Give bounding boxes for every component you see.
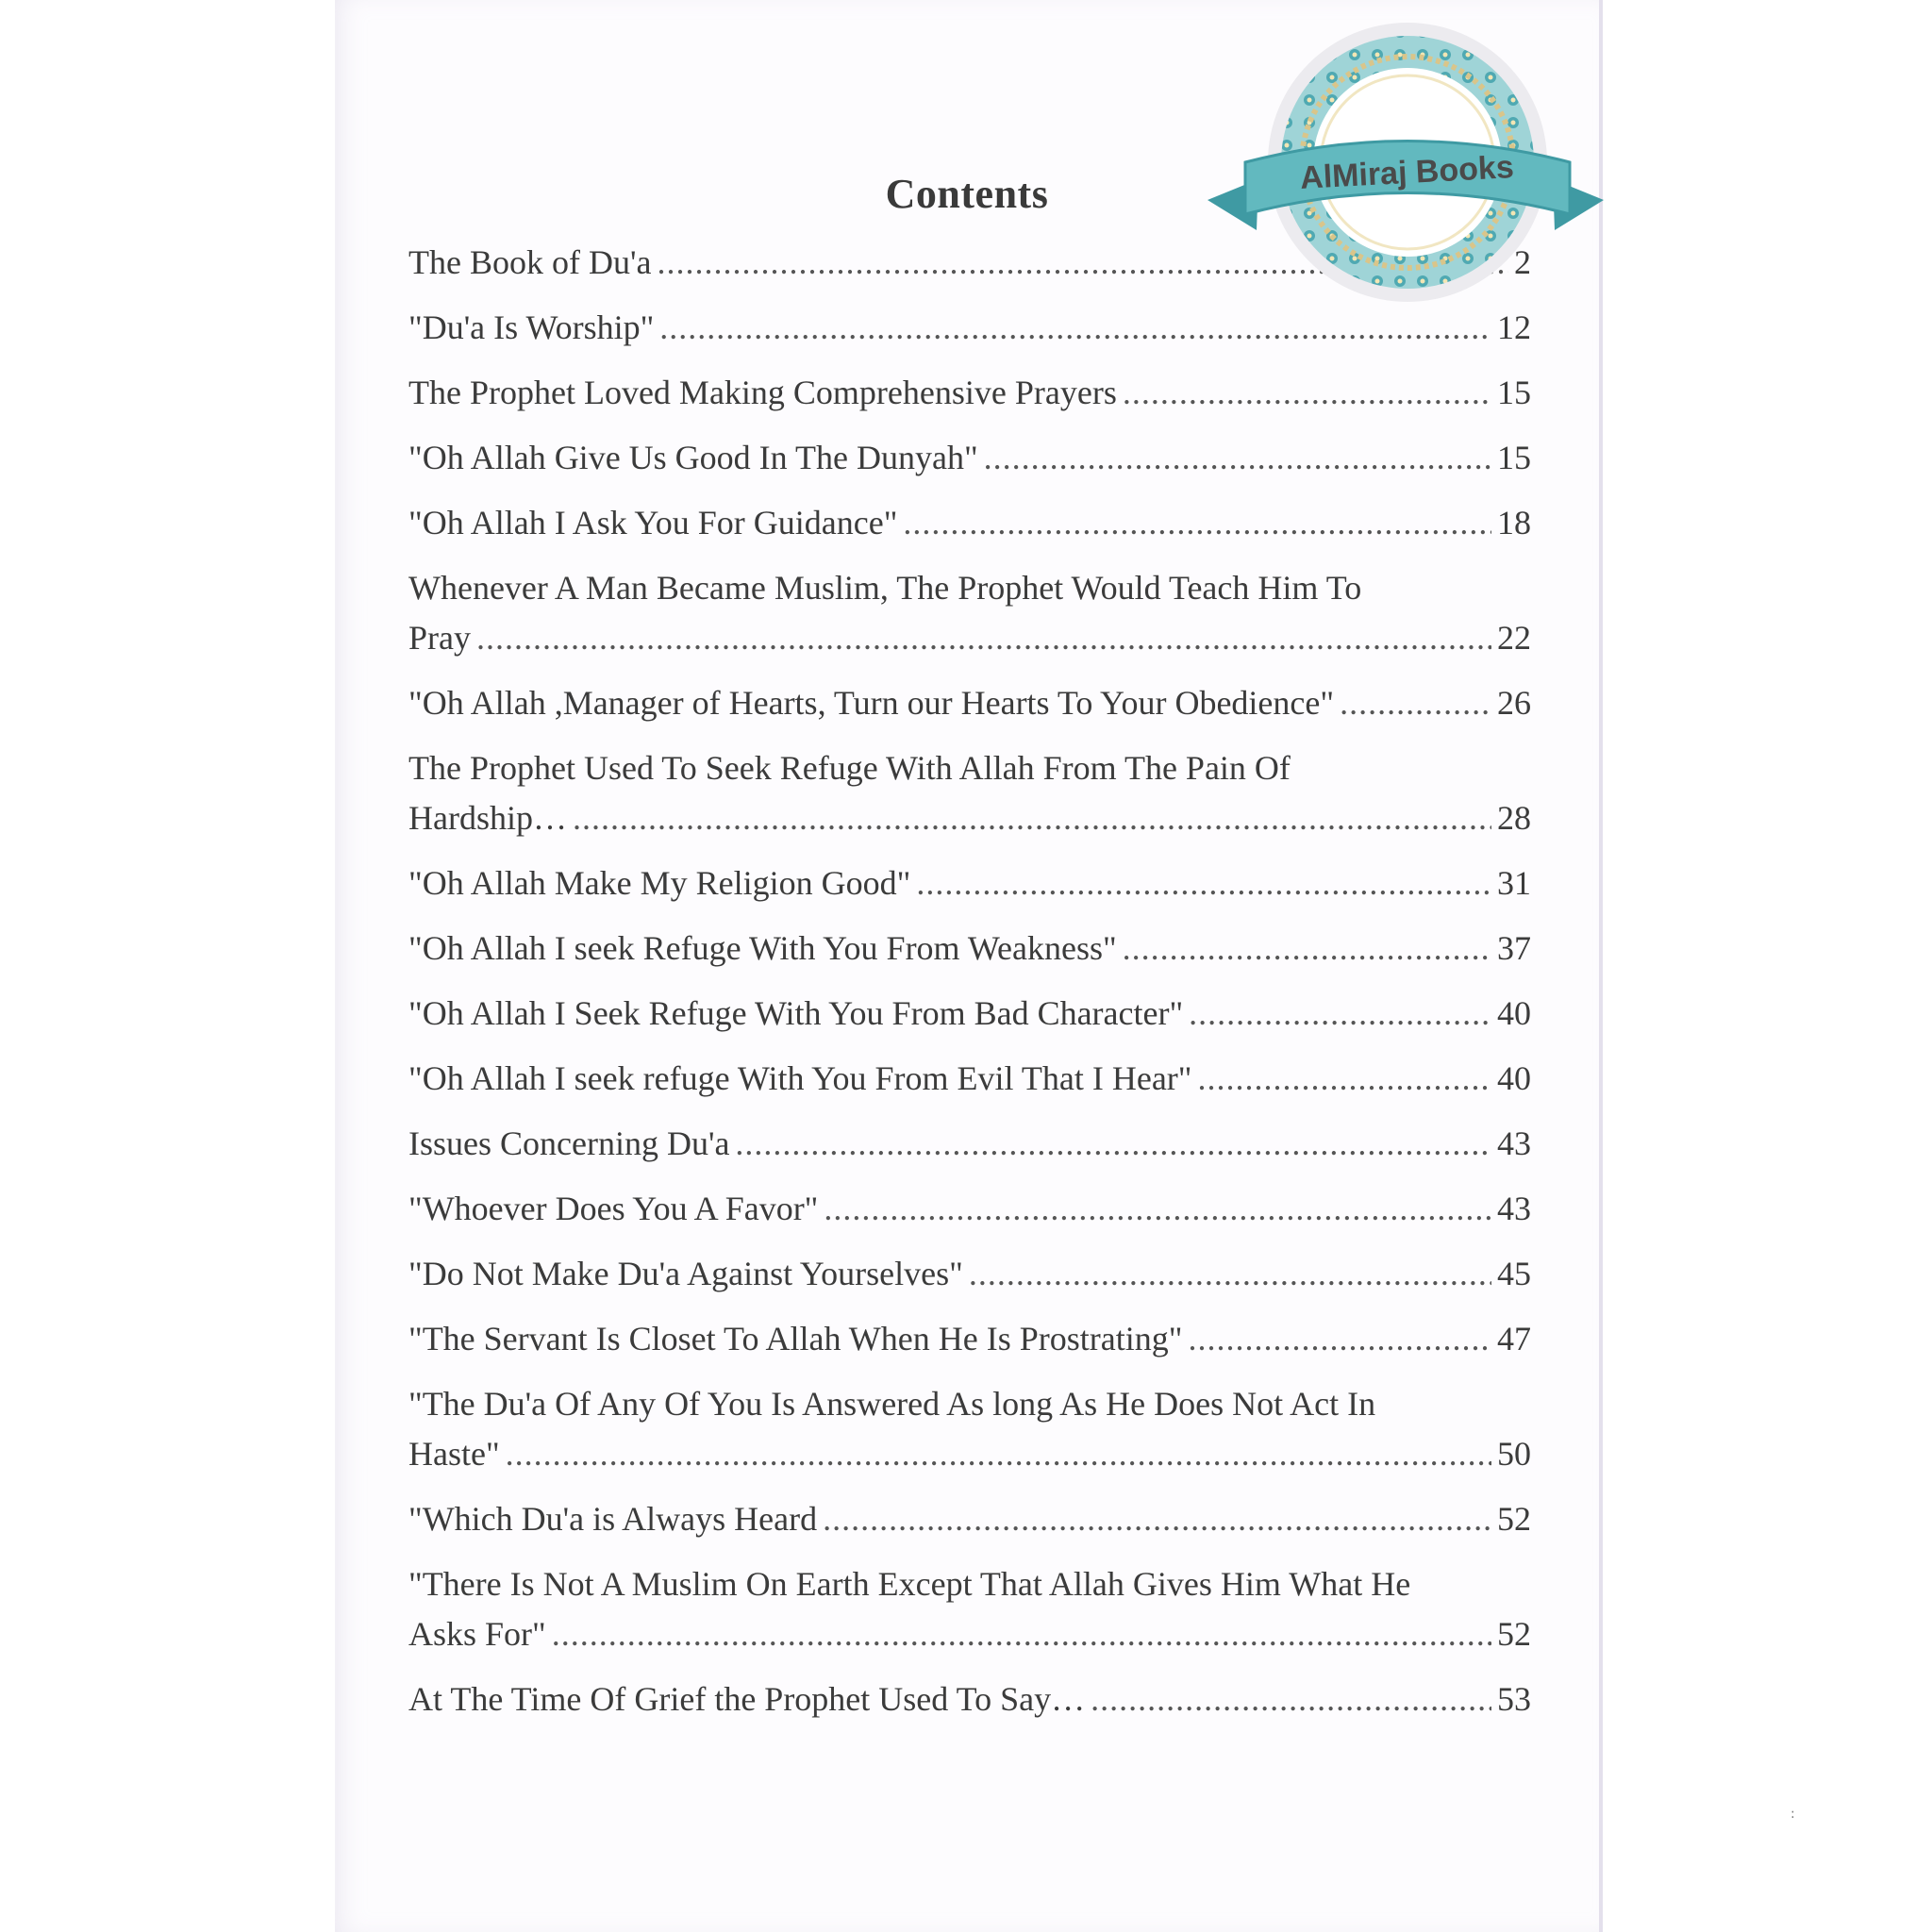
almiraj-books-logo (1208, 21, 1604, 304)
toc-entry (408, 924, 1531, 974)
toc-entry-page-number: 28 (1497, 799, 1531, 837)
dot-leaders (1197, 1054, 1491, 1104)
toc-entry-line (408, 303, 1531, 353)
dot-leaders (984, 433, 1491, 483)
toc-entry-page-number: 40 (1497, 1059, 1531, 1097)
dot-leaders (823, 1494, 1491, 1544)
toc-entry (408, 1249, 1531, 1299)
toc-entry-title: "The Servant Is Closet To Allah When He Is Prostrating" (408, 1320, 1183, 1357)
toc-entry-title: The Book of Du'a (408, 243, 652, 281)
dot-leaders (506, 1429, 1491, 1479)
toc-entry-line (408, 613, 1531, 663)
toc-entry (408, 563, 1531, 663)
toc-entry-title: Hardship… (408, 799, 567, 837)
toc-entry-title-line: "There Is Not A Muslim On Earth Except That Allah Gives Him What He (408, 1565, 1411, 1603)
toc-entry (408, 1494, 1531, 1544)
toc-entry-line (408, 433, 1531, 483)
toc-entry-line (408, 1184, 1531, 1234)
toc-entry-title: "Oh Allah ,Manager of Hearts, Turn our Hearts To Your Obedience" (408, 684, 1335, 722)
toc-entry-title: "Oh Allah I Seek Refuge With You From Bad Character" (408, 994, 1184, 1032)
toc-entry (408, 743, 1531, 843)
toc-entry-page-number: 52 (1497, 1615, 1531, 1653)
toc-entry (408, 303, 1531, 353)
toc-entry-title: "Oh Allah I seek Refuge With You From Weakness" (408, 929, 1117, 967)
toc-entry (408, 989, 1531, 1039)
toc-entry (408, 498, 1531, 548)
toc-entry-line (408, 793, 1531, 843)
toc-entry-page-number: 22 (1497, 619, 1531, 657)
toc-entry-title: "Do Not Make Du'a Against Yourselves" (408, 1255, 963, 1292)
toc-entry-line (408, 678, 1531, 728)
toc-entry (408, 368, 1531, 418)
toc-entry-title: "Which Du'a is Always Heard (408, 1500, 818, 1538)
dot-leaders (1188, 1314, 1491, 1364)
toc-entry (408, 678, 1531, 728)
toc-entry-line (408, 1429, 1531, 1479)
toc-entry-line (408, 858, 1531, 908)
dot-leaders (735, 1119, 1491, 1169)
toc-entry-page-number: 31 (1497, 864, 1531, 902)
toc-entry-line (408, 1609, 1531, 1659)
footer-mark: : (1790, 1807, 1795, 1822)
toc-entry-page-number: 47 (1497, 1320, 1531, 1357)
toc-entry (408, 1054, 1531, 1104)
toc-entry-page-number: 40 (1497, 994, 1531, 1032)
toc-entry-line (408, 1674, 1531, 1724)
toc-entry-page-number: 43 (1497, 1124, 1531, 1162)
toc-entry (408, 1379, 1531, 1479)
dot-leaders (824, 1184, 1491, 1234)
dot-leaders (1189, 989, 1491, 1039)
dot-leaders (476, 613, 1491, 663)
logo-text: AlMiraj Books (1299, 149, 1515, 196)
toc-entry (408, 1314, 1531, 1364)
toc-entry-line (408, 498, 1531, 548)
toc-entry-title: Pray (408, 619, 471, 657)
dot-leaders (969, 1249, 1491, 1299)
table-of-contents (408, 238, 1531, 1740)
toc-entry-title-line: The Prophet Used To Seek Refuge With Allah From The Pain Of (408, 749, 1291, 787)
toc-entry-page-number: 2 (1514, 243, 1531, 281)
toc-entry-line (408, 1054, 1531, 1104)
toc-entry-title-line: Whenever A Man Became Muslim, The Prophet Would Teach Him To (408, 569, 1362, 607)
toc-entry (408, 1559, 1531, 1659)
toc-entry-title-line: "The Du'a Of Any Of You Is Answered As long As He Does Not Act In (408, 1385, 1376, 1423)
toc-entry-page-number: 12 (1497, 308, 1531, 346)
toc-entry-title: Issues Concerning Du'a (408, 1124, 730, 1162)
toc-entry-title: "Oh Allah Give Us Good In The Dunyah" (408, 439, 978, 476)
toc-entry (408, 433, 1531, 483)
toc-entry-title: "Du'a Is Worship" (408, 308, 655, 346)
toc-entry-page-number: 18 (1497, 504, 1531, 541)
contents-heading: Contents (885, 171, 1049, 217)
toc-entry-page-number: 50 (1497, 1435, 1531, 1473)
dot-leaders (1123, 368, 1491, 418)
toc-entry-title: "Oh Allah Make My Religion Good" (408, 864, 911, 902)
toc-entry-title: "Whoever Does You A Favor" (408, 1190, 819, 1227)
toc-entry-title: "Oh Allah I seek refuge With You From Evil That I Hear" (408, 1059, 1192, 1097)
toc-entry-page-number: 26 (1497, 684, 1531, 722)
dot-leaders (903, 498, 1491, 548)
toc-entry-line (408, 924, 1531, 974)
toc-entry-line (408, 1249, 1531, 1299)
dot-leaders (573, 793, 1491, 843)
toc-entry (408, 858, 1531, 908)
toc-entry-title: "Oh Allah I Ask You For Guidance" (408, 504, 898, 541)
toc-entry-title: The Prophet Loved Making Comprehensive Prayers (408, 374, 1117, 411)
dot-leaders (916, 858, 1491, 908)
dot-leaders (659, 303, 1491, 353)
toc-entry-page-number: 52 (1497, 1500, 1531, 1538)
toc-entry-page-number: 15 (1497, 439, 1531, 476)
toc-entry (408, 1119, 1531, 1169)
toc-entry-page-number: 37 (1497, 929, 1531, 967)
toc-entry-line (408, 368, 1531, 418)
toc-entry-line (408, 989, 1531, 1039)
toc-entry-line (408, 1314, 1531, 1364)
toc-entry-line (408, 1494, 1531, 1544)
toc-entry-page-number: 15 (1497, 374, 1531, 411)
toc-entry-title: Asks For" (408, 1615, 546, 1653)
toc-entry-page-number: 53 (1497, 1680, 1531, 1718)
dot-leaders (1340, 678, 1491, 728)
toc-entry-page-number: 45 (1497, 1255, 1531, 1292)
toc-entry (408, 1674, 1531, 1724)
toc-entry-line (408, 1119, 1531, 1169)
dot-leaders (552, 1609, 1491, 1659)
toc-entry-page-number: 43 (1497, 1190, 1531, 1227)
toc-entry-title: Haste" (408, 1435, 500, 1473)
dot-leaders (1123, 924, 1491, 974)
toc-entry-title: At The Time Of Grief the Prophet Used To Say… (408, 1680, 1086, 1718)
toc-entry (408, 1184, 1531, 1234)
dot-leaders (1091, 1674, 1491, 1724)
